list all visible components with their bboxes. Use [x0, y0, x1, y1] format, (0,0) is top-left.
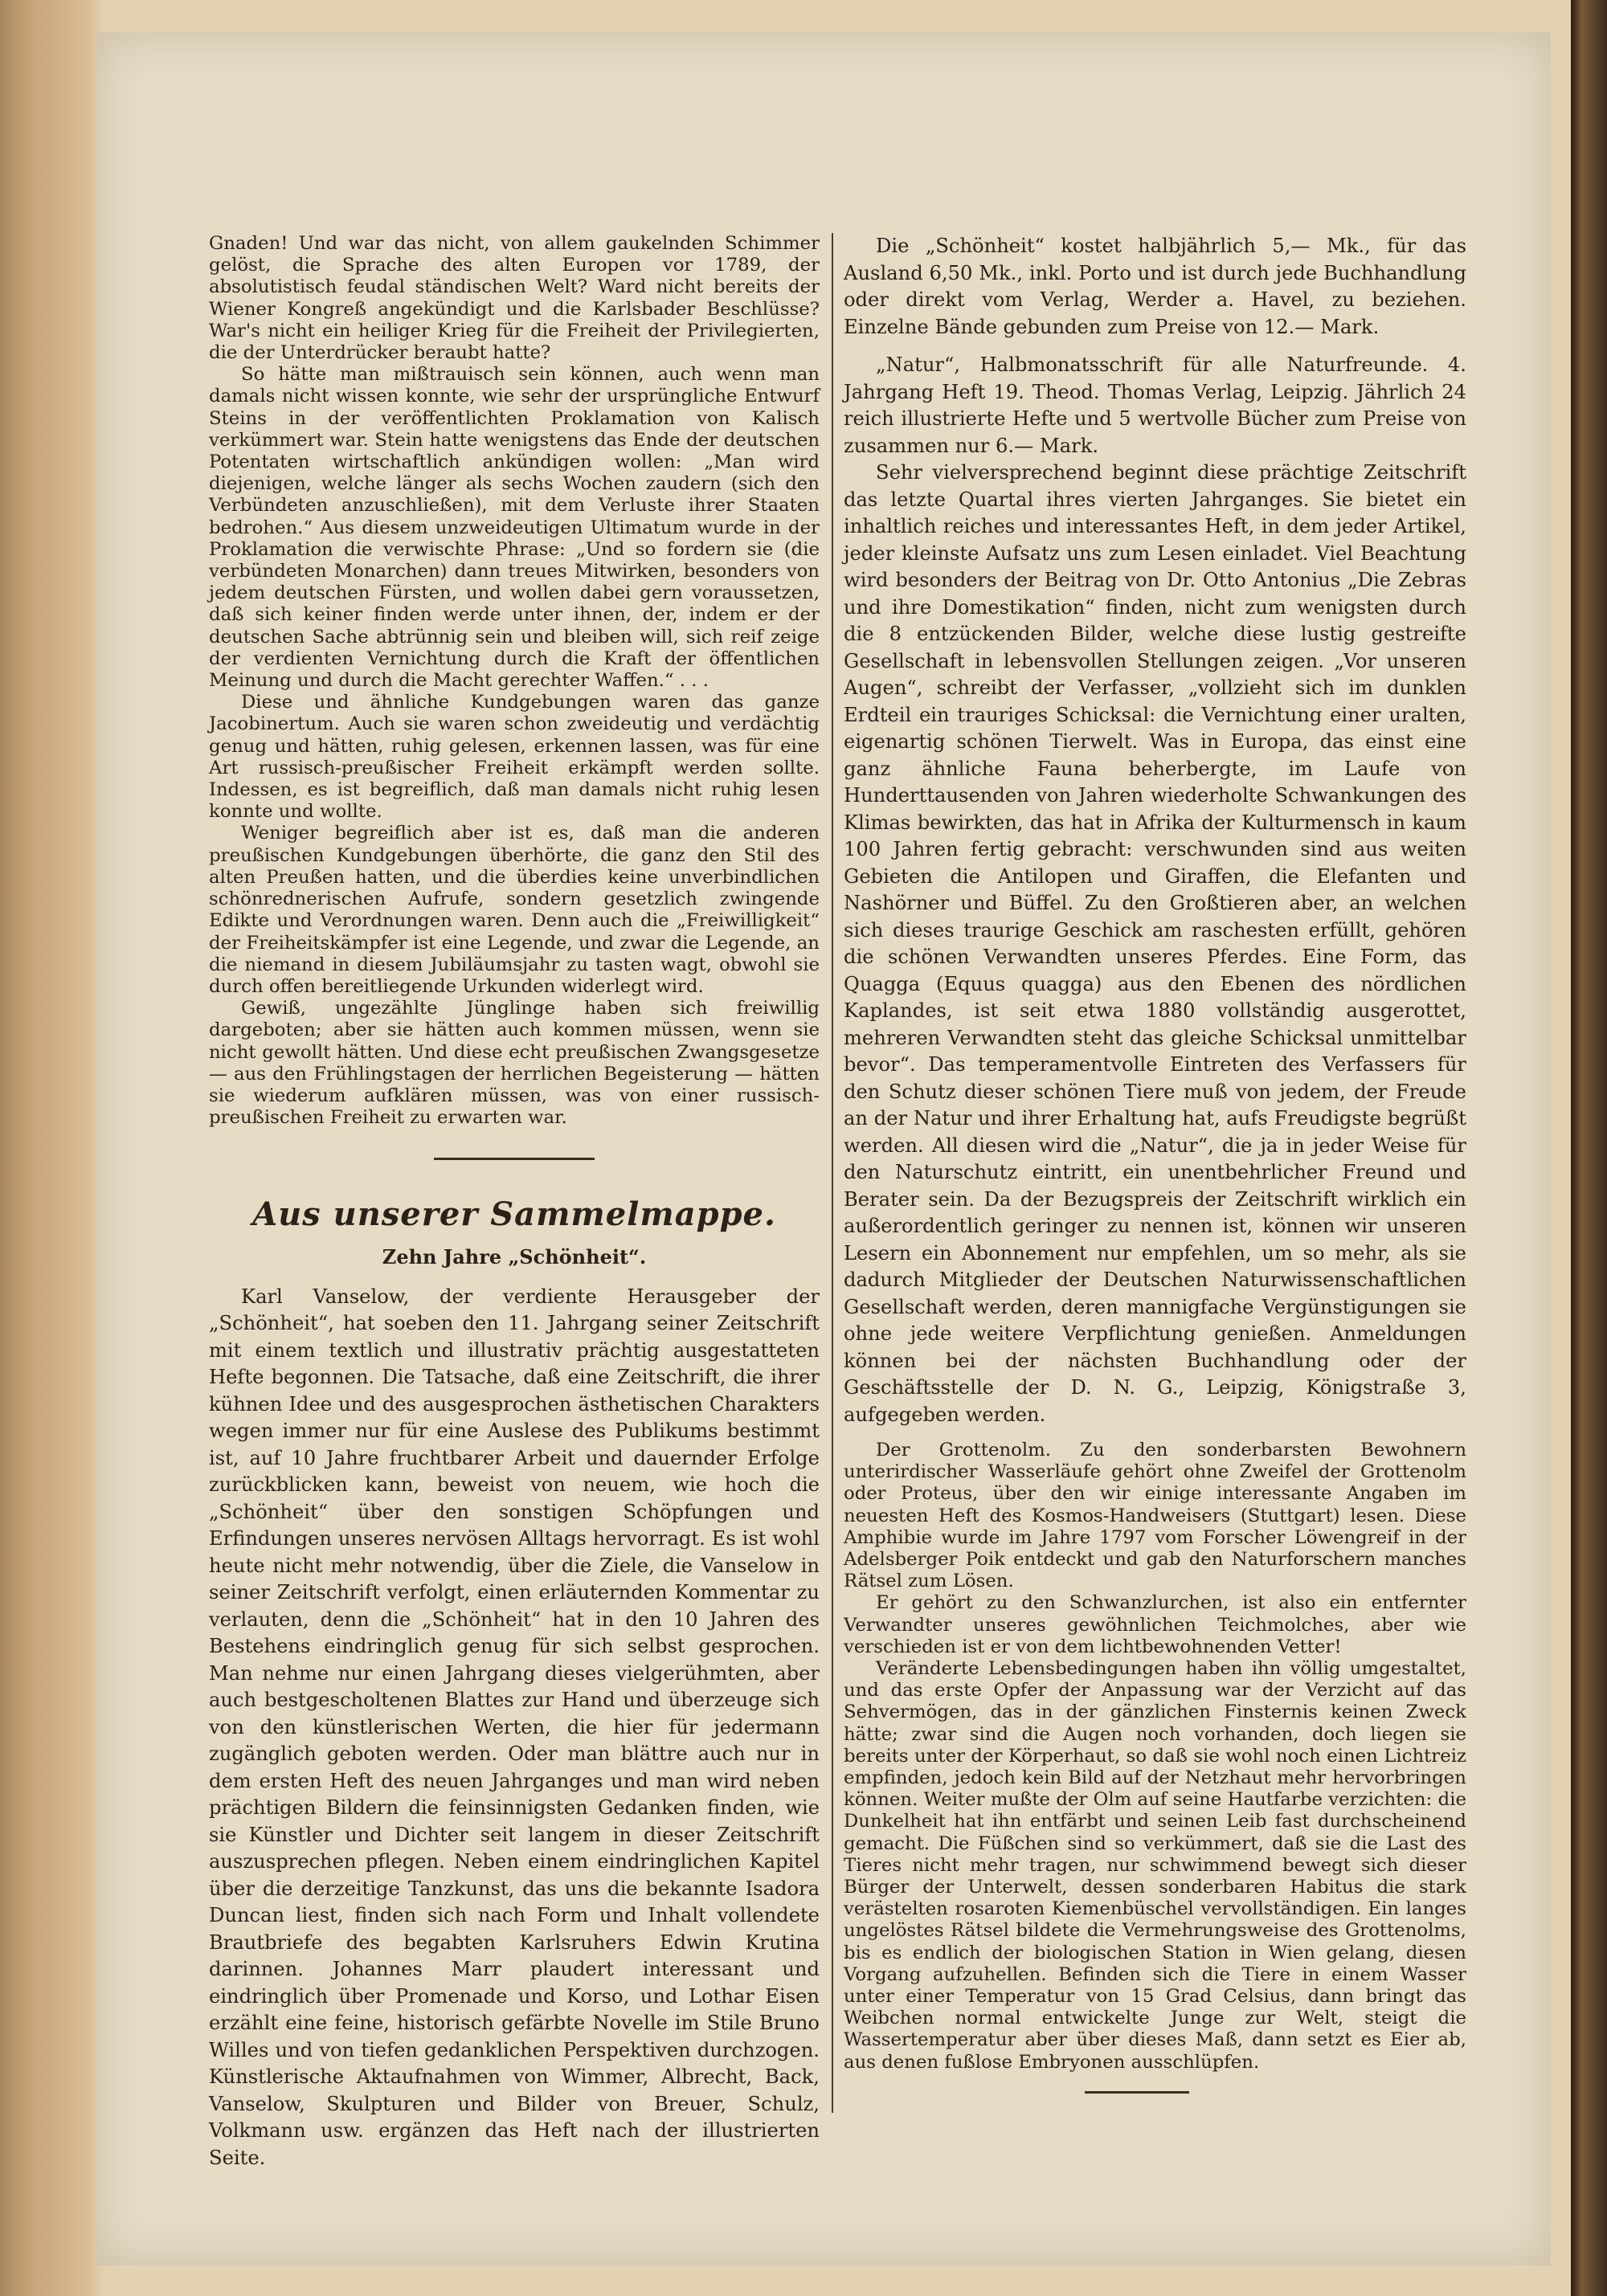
paragraph: Die „Schönheit“ kostet halbjährlich 5,— Mk., für das Ausland 6,50 Mk., inkl. Porto und ist durch jede Buchhandlung oder direkt vom Verlag, Werder a. Havel, zu beziehen. Einzelne Bände gebunden zum Preise von 12.— Mark.	[844, 235, 1466, 338]
right-column	[844, 233, 1466, 2094]
paragraph: Veränderte Lebensbedingungen haben ihn völlig umgestaltet, und das erste Opfer der Anpassung war der Verzicht auf das Sehvermögen, das in der gänzlichen Finsternis keinen Zweck hätte; zwar sind die Augen noch vorhanden, doch liegen sie bereits unter der Körperhaut, so daß sie wohl noch einen Lichtreiz empfinden, jedoch kein Bild auf der Netzhaut mehr hervorbringen können. Weiter mußte der Olm auf seine Hautfarbe verzichten: die Dunkelheit hat ihn entfärbt und seinen Leib fast durchscheinend gemacht. Die Füßchen sind so verkümmert, daß sie die Last des Tieres nicht mehr tragen, nur schwimmend bewegt sich dieser Bürger der Unterwelt, dessen sonderbaren Habitus die stark verästelten rosaroten Kiemenbüschel vervollständigen. Ein langes ungelöstes Rätsel bildete die Vermehrungsweise des Grottenolms, bis es endlich der biologischen Station in Wien gelang, diesen Vorgang aufzuhellen. Befinden sich die Tiere in einem Wasser unter einer Temperatur von 15 Grad Celsius, dann bringt das Weibchen normal entwickelte Junge zur Welt, steigt die Wassertemperatur aber über dieses Maß, dann setzt es Eier ab, aus denen fußlose Embryonen ausschlüpfen.	[844, 1658, 1466, 2073]
paragraph: Gewiß, ungezählte Jünglinge haben sich freiwillig dargeboten; aber sie hätten auch kommen müssen, wenn sie nicht gewollt hätten. Und diese echt preußischen Zwangsgesetze — aus den Frühlingstagen der herrlichen Begeisterung — hätten sie wiederum aufklären müssen, was von einer russisch-preußischen Freiheit zu erwarten war.	[209, 998, 820, 1129]
paragraph: So hätte man mißtrauisch sein können, auch wenn man damals nicht wissen konnte, wie sehr der ursprüngliche Entwurf Steins in der veröffentlichten Proklamation von Kalisch verkümmert war. Stein hatte wenigstens das Ende der deutschen Potentaten wirtschaftlich ankündigen wollen: „Man wird diejenigen, welche länger als sechs Wochen zaudern (sich den Verbündeten anzuschließen), mit dem Verluste ihrer Staaten bedrohen.“ Aus diesem unzweideutigen Ultimatum wurde in der Proklamation die verwischte Phrase: „Und so fordern sie (die verbündeten Monarchen) dann treues Mitwirken, besonders von jedem deutschen Fürsten, und wollen dabei gern voraussetzen, daß sich keiner finden werde unter ihnen, der, indem er der deutschen Sache abtrünnig sein und bleiben will, sich reif zeige der verdienten Vernichtung durch die Kraft der öffentlichen Meinung und durch die Macht gerechter Waffen.“ . . .	[209, 364, 820, 692]
paragraph: Er gehört zu den Schwanzlurchen, ist also ein entfernter Verwandter unseres gewöhnlichen Teichmolches, aber wie verschieden ist er von dem lichtbewohnenden Vetter!	[844, 1592, 1466, 1657]
section-heading: Aus unserer Sammelmappe.	[252, 1195, 776, 1234]
end-rule	[1085, 2091, 1189, 2094]
paragraph: „Natur“, Halbmonatsschrift für alle Naturfreunde. 4. Jahrgang Heft 19. Theod. Thomas Verlag, Leipzig. Jährlich 24 reich illustrierte Hefte und 5 wertvolle Bücher zum Preise von zusammen nur 6.— Mark.	[844, 353, 1466, 457]
paragraph: Weniger begreiflich aber ist es, daß man die anderen preußischen Kundgebungen überhörte, die ganz den Stil des alten Preußen hatten, und die überdies keine unverbindlichen schönrednerischen Aufrufe, sondern gesetzlich zwingende Edikte und Verordnungen waren. Denn auch die „Freiwilligkeit“ der Freiheitskämpfer ist eine Legende, und zwar die Legende, an die niemand in diesem Jubiläumsjahr zu tasten wagt, obwohl sie durch offen bereitliegende Urkunden widerlegt wird.	[209, 823, 820, 997]
column-rule	[832, 233, 833, 2113]
paragraph: Karl Vanselow, der verdiente Herausgeber der „Schönheit“, hat soeben den 11. Jahrgang seiner Zeitschrift mit einem textlich und illustrativ prächtig ausgestatteten Hefte begonnen. Die Tatsache, daß eine Zeitschrift, die ihrer kühnen Idee und des ausgesprochen ästhetischen Charakters wegen immer nur für eine Auslese des Publikums bestimmt ist, auf 10 Jahre fruchtbarer Arbeit und dauernder Erfolge zurückblicken kann, beweist von neuem, wie hoch die „Schönheit“ über den sonstigen Schöpfungen und Erfindungen unseres nervösen Alltags hervorragt. Es ist wohl heute nicht mehr notwendig, über die Ziele, die Vanselow in seiner Zeitschrift verfolgt, einen erläuternden Kommentar zu verlauten, denn die „Schönheit“ hat in den 10 Jahren des Bestehens eindringlich genug für sich selbst gesprochen. Man nehme nur einen Jahrgang dieses vielgerühmten, aber auch bestgescholtenen Blattes zur Hand und überzeuge sich von den künstlerischen Werten, die hier für jedermann zugänglich geboten werden. Oder man blättre auch nur in dem ersten Heft des neuen Jahrganges und man wird neben prächtigen Bildern die feinsinnigsten Gedanken finden, wie sie Künstler und Dichter seit langem in dieser Zeitschrift auszusprechen pflegen. Neben einem eindringlichen Kapitel über die derzeitige Tanzkunst, das uns die bekannte Isadora Duncan liest, finden sich nach Form und Inhalt vollendete Brautbriefe des begabten Karlsruhers Edwin Krutina darinnen. Johannes Marr plaudert interessant und eindringlich über Promenade und Korso, und Lothar Eisen erzählt eine feine, historisch gefärbte Novelle im Stile Bruno Willes und von tiefen gedanklichen Perspektiven durchzogen. Künstlerische Aktaufnahmen von Wimmer, Albrecht, Back, Vanselow, Skulpturen und Bilder von Breuer, Schulz, Volkmann usw. ergänzen das Heft nach der illustrierten Seite.	[209, 1285, 820, 2169]
section-divider	[434, 1158, 595, 1160]
section-subheading: Zehn Jahre „Schönheit“.	[382, 1245, 647, 1269]
paragraph: Gnaden! Und war das nicht, von allem gaukelnden Schimmer gelöst, die Sprache des alten Europen vor 1789, der absolutistisch feudal ständischen Welt? Ward nicht bereits der Wiener Kongreß angekündigt und die Karlsbader Beschlüsse? War's nicht ein heiliger Krieg für die Freiheit der Privilegierten, die der Unterdrücker beraubt hatte?	[209, 233, 820, 364]
adjacent-page-edge	[1571, 0, 1607, 2296]
paragraph: Sehr vielversprechend beginnt diese prächtige Zeitschrift das letzte Quartal ihres vierten Jahrganges. Sie bietet ein inhaltlich reiches und interessantes Heft, in dem jeder Artikel, jeder kleinste Aufsatz uns zum Lesen einladet. Viel Beachtung wird besonders der Beitrag von Dr. Otto Antonius „Die Zebras und ihre Domestikation“ finden, nicht zum wenigsten durch die 8 entzückenden Bilder, welche diese lustig gestreifte Gesellschaft in lebensvollen Stellungen zeigen. „Vor unseren Augen“, schreibt der Verfasser, „vollzieht sich im dunklen Erdteil ein trauriges Schicksal: die Vernichtung einer uralten, eigenartig schönen Tierwelt. Was in Europa, das einst eine ganz ähnliche Fauna beherbergte, im Laufe von Hunderttausenden von Jahren wiederholte Schwankungen des Klimas bewirkten, das hat in Afrika der Kulturmensch in kaum 100 Jahren fertig gebracht: verschwunden sind aus weiten Gebieten die Antilopen und Giraffen, die Elefanten und Nashörner und Büffel. Zu den Großtieren aber, an welchen sich dieses traurige Geschick am raschesten erfüllt, gehören die schönen Verwandten unseres Pferdes. Eine Form, das Quagga (Equus quagga) aus den Ebenen des nördlichen Kaplandes, ist seit etwa 1880 vollständig ausgerottet, mehreren Verwandten steht das gleiche Schicksal unmittelbar bevor“. Das temperamentvolle Eintreten des Verfassers für den Schutz dieser schönen Tiere muß von jedem, der Freude an der Natur und ihrer Erhaltung hat, aufs Freudigste begrüßt werden. All diesen wird die „Natur“, die ja in jeder Weise für den Naturschutz eintritt, ein unentbehrlicher Freund und Berater sein. Da der Bezugspreis der Zeitschrift wirklich ein außerordentlich geringer zu nennen ist, können wir unseren Lesern ein Abonnement nur empfehlen, um so mehr, als sie dadurch Mitglieder der Deutschen Naturwissenschaftlichen Gesellschaft werden, deren mannigfache Vergünstigungen sie ohne jede weitere Verpflichtung genießen. Anmeldungen können bei der nächsten Buchhandlung oder der Geschäftsstelle der D. N. G., Leipzig, Königstraße 3, aufgegeben werden.	[844, 461, 1466, 1426]
paragraph: Der Grottenolm. Zu den sonderbarsten Bewohnern unterirdischer Wasserläufe gehört ohne Zweifel der Grottenolm oder Proteus, über den wir einige interessante Angaben im neuesten Heft des Kosmos-Handweisers (Stuttgart) lesen. Diese Amphibie wurde im Jahre 1797 vom Forscher Löwengreif in der Adelsberger Poik entdeckt und gab den Naturforschern manches Rätsel zum Lösen.	[844, 1440, 1466, 1592]
left-column	[209, 233, 820, 2171]
paragraph: Diese und ähnliche Kundgebungen waren das ganze Jacobinertum. Auch sie waren schon zweideutig und verdächtig genug und hätten, ruhig gelesen, erkennen lassen, was für eine Art russisch-preußischer Freiheit erkämpft werden sollte. Indessen, es ist begreiflich, daß man damals nicht ruhig lesen konnte und wollte.	[209, 692, 820, 823]
